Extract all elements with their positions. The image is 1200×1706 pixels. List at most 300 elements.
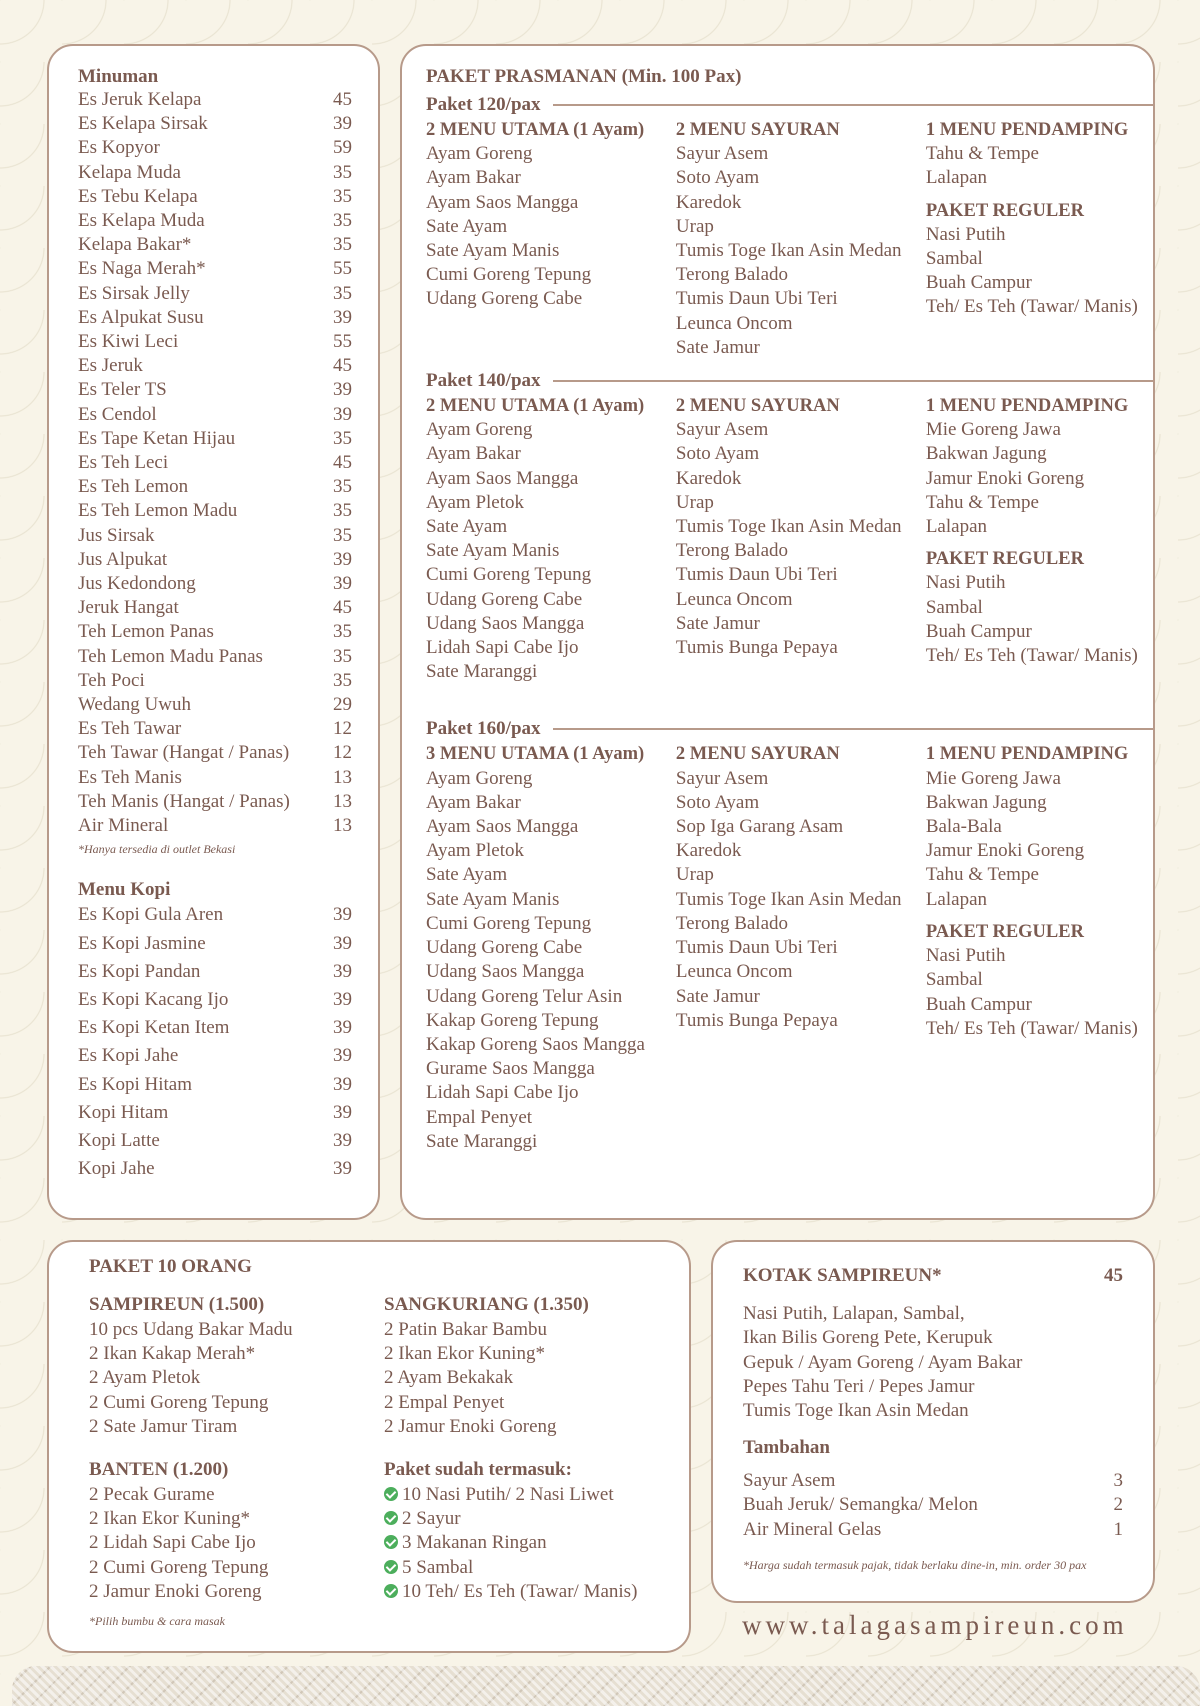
item-price: 35 — [333, 161, 352, 183]
dish: Udang Goreng Cabe — [426, 937, 583, 959]
menu-item — [78, 669, 352, 693]
item-price: 45 — [333, 597, 352, 619]
item-price: 35 — [333, 185, 352, 207]
dish: Lidah Sapi Cabe Ijo — [426, 1082, 579, 1104]
item-price: 35 — [333, 282, 352, 304]
menu-item — [78, 958, 352, 986]
dish: Udang Goreng Cabe — [426, 588, 583, 610]
dish: Tahu & Tempe — [925, 491, 1039, 513]
menu-item — [78, 354, 352, 378]
item-price: 39 — [333, 988, 352, 1010]
dish: Sate Maranggi — [426, 1130, 538, 1152]
dish: Sate Maranggi — [426, 661, 538, 683]
drinks-card — [47, 44, 380, 1220]
drinks-title: Minuman — [78, 66, 159, 87]
kotak-price: 45 — [1104, 1265, 1123, 1286]
menu-item — [78, 596, 352, 620]
paket-header — [426, 718, 1153, 740]
menu-item — [78, 901, 352, 929]
divider-line — [553, 380, 1153, 382]
prasmanan-card — [400, 44, 1155, 1220]
column-heading: PAKET REGULER — [925, 200, 1084, 221]
item-name: Buah Jeruk/ Semangka/ Melon — [743, 1494, 978, 1516]
item-name: Jus Alpukat — [78, 548, 168, 570]
dish: Sambal — [925, 969, 983, 991]
list-item: 2 Jamur Enoki Goreng — [89, 1580, 262, 1602]
kotak-title: KOTAK SAMPIREUN* — [743, 1265, 942, 1286]
dish: Cumi Goreng Tepung — [426, 912, 592, 934]
menu-item — [78, 88, 352, 112]
item-name: Wedang Uwuh — [78, 694, 191, 716]
included-item — [384, 1531, 679, 1555]
item-price: 39 — [333, 1158, 352, 1180]
dish: Ayam Pletok — [426, 491, 524, 513]
menu-item — [78, 620, 352, 644]
column-heading: 1 MENU PENDAMPING — [925, 120, 1129, 140]
spacer — [926, 539, 1153, 547]
item-price: 2 — [1113, 1494, 1123, 1516]
list-item: Ikan Bilis Goreng Pete, Kerupuk — [743, 1327, 993, 1349]
menu-pendamping-column — [926, 394, 1153, 684]
paket-columns — [426, 118, 1153, 360]
item-price: 1 — [1113, 1518, 1123, 1540]
item-name: Jus Kedondong — [78, 573, 196, 595]
menu-item — [78, 1071, 352, 1099]
dish: Cumi Goreng Tepung — [426, 564, 592, 586]
menu-item — [78, 930, 352, 958]
check-circle-icon — [384, 1487, 398, 1501]
dish: Sate Jamur — [675, 985, 760, 1007]
dish: Ayam Bakar — [426, 443, 521, 465]
item-name: Es Teh Manis — [78, 766, 182, 788]
kotak-note: *Harga sudah termasuk pajak, tidak berlaku dine-in, min. order 30 pax — [743, 1557, 1087, 1572]
dish: Nasi Putih — [925, 223, 1006, 245]
dish: Leunca Oncom — [675, 312, 793, 334]
dish: Tumis Daun Ubi Teri — [675, 288, 838, 310]
menu-item — [78, 112, 352, 136]
dish: Ayam Saos Mangga — [426, 467, 579, 489]
list-item: Gepuk / Ayam Goreng / Ayam Bakar — [743, 1351, 1023, 1373]
list-item: 2 Cumi Goreng Tepung — [89, 1556, 269, 1578]
list-item: 2 Ayam Bekakak — [384, 1367, 514, 1389]
kotak-card — [711, 1240, 1155, 1603]
item-name: Kopi Latte — [78, 1129, 160, 1151]
divider-line — [553, 104, 1153, 106]
dish: Sate Ayam — [426, 516, 508, 538]
dish: Mie Goreng Jawa — [925, 419, 1061, 441]
menu-item — [78, 185, 352, 209]
included-item-label: 10 Nasi Putih/ 2 Nasi Liwet — [402, 1484, 614, 1506]
dish: Urap — [675, 215, 714, 237]
check-circle-icon — [384, 1511, 398, 1525]
item-name: Es Tebu Kelapa — [78, 185, 198, 207]
dish: Empal Penyet — [426, 1106, 533, 1128]
included-item — [384, 1556, 679, 1580]
menu-item — [78, 1014, 352, 1042]
item-price: 39 — [333, 403, 352, 425]
column-heading: 1 MENU PENDAMPING — [925, 744, 1129, 765]
column-heading: 3 MENU UTAMA (1 Ayam) — [426, 744, 645, 765]
column-heading: 2 MENU SAYURAN — [675, 744, 840, 765]
list-item: 2 Empal Penyet — [384, 1391, 505, 1413]
item-name: Kopi Hitam — [78, 1101, 169, 1123]
dish: Tumis Daun Ubi Teri — [675, 564, 838, 586]
dish: Ayam Saos Mangga — [426, 191, 579, 213]
item-name: Teh Poci — [78, 669, 145, 691]
item-name: Es Tape Ketan Hijau — [78, 427, 236, 449]
dish: Sate Jamur — [675, 612, 760, 634]
kotak-contents — [743, 1302, 1123, 1423]
menu-item — [78, 306, 352, 330]
dish: Sambal — [925, 248, 983, 270]
item-price: 35 — [333, 524, 352, 546]
spacer — [926, 912, 1153, 920]
list-item: 2 Ikan Ekor Kuning* — [384, 1343, 545, 1365]
list-item: 2 Ikan Kakap Merah* — [89, 1343, 256, 1365]
item-name: Es Sirsak Jelly — [78, 282, 190, 304]
dish: Bala-Bala — [925, 816, 1002, 838]
menu-item — [78, 475, 352, 499]
spacer — [926, 191, 1153, 199]
coffee-list — [78, 901, 352, 1183]
item-name: Es Alpukat Susu — [78, 306, 204, 328]
menu-item — [78, 1127, 352, 1155]
item-price: 39 — [333, 1017, 352, 1039]
dish: Buah Campur — [925, 620, 1032, 642]
menu-item — [78, 427, 352, 451]
item-name: Es Naga Merah* — [78, 258, 206, 280]
paket-price-label: Paket 140/pax — [426, 370, 541, 392]
dish: Urap — [675, 864, 714, 886]
paket-header — [426, 370, 1153, 392]
menu-utama-column — [426, 394, 676, 684]
dish: Tumis Toge Ikan Asin Medan — [675, 888, 902, 910]
paket10-note: *Pilih bumbu & cara masak — [89, 1614, 225, 1629]
item-name: Es Kopi Hitam — [78, 1073, 192, 1095]
menu-utama-column — [426, 742, 676, 1153]
menu-item — [78, 717, 352, 741]
item-name: Kopi Jahe — [78, 1158, 155, 1180]
item-name: Es Kelapa Muda — [78, 210, 205, 232]
dish: Udang Saos Mangga — [426, 612, 585, 634]
dish: Ayam Saos Mangga — [426, 816, 579, 838]
dish: Leunca Oncom — [675, 961, 793, 983]
banten-list — [89, 1483, 384, 1604]
sampireun-title: SAMPIREUN (1.500) — [89, 1294, 265, 1315]
menu-item — [78, 330, 352, 354]
dish: Terong Balado — [675, 912, 789, 934]
prasmanan-packages — [426, 94, 1153, 1154]
dish: Sate Ayam Manis — [426, 888, 560, 910]
dish: Kakap Goreng Tepung — [426, 1009, 599, 1031]
dish: Karedok — [675, 467, 742, 489]
column-heading: 2 MENU SAYURAN — [675, 120, 840, 140]
item-price: 35 — [333, 621, 352, 643]
item-price: 55 — [333, 331, 352, 353]
sampireun-list — [89, 1318, 384, 1439]
check-circle-icon — [384, 1560, 398, 1574]
menu-item — [78, 136, 352, 160]
item-price: 59 — [333, 137, 352, 159]
paket10-title: PAKET 10 ORANG — [89, 1256, 252, 1277]
dish: Teh/ Es Teh (Tawar/ Manis) — [925, 1017, 1138, 1039]
item-name: Es Teh Tawar — [78, 718, 182, 740]
item-name: Es Teler TS — [78, 379, 167, 401]
menu-item — [78, 1042, 352, 1070]
dish: Udang Saos Mangga — [426, 961, 585, 983]
included-list — [384, 1483, 679, 1604]
dish: Ayam Goreng — [426, 767, 533, 789]
divider-line — [553, 728, 1153, 730]
item-name: Es Kopi Kacang Ijo — [78, 988, 229, 1010]
item-price: 39 — [333, 1073, 352, 1095]
menu-item — [78, 282, 352, 306]
tambahan-list — [743, 1469, 1123, 1542]
list-item: Nasi Putih, Lalapan, Sambal, — [743, 1303, 965, 1325]
dish: Cumi Goreng Tepung — [426, 264, 592, 286]
menu-item — [78, 499, 352, 523]
dish: Sambal — [925, 596, 983, 618]
item-price: 39 — [333, 1045, 352, 1067]
menu-utama-column — [426, 118, 676, 360]
menu-sayuran-column — [676, 394, 926, 684]
item-price: 35 — [333, 234, 352, 256]
item-price: 45 — [333, 452, 352, 474]
paket-header — [426, 94, 1153, 116]
item-name: Kelapa Muda — [78, 161, 181, 183]
dish: Urap — [675, 491, 714, 513]
list-item: 2 Pecak Gurame — [89, 1484, 215, 1506]
included-item-label: 3 Makanan Ringan — [402, 1532, 547, 1554]
menu-item — [743, 1469, 1123, 1493]
column-heading: 2 MENU UTAMA (1 Ayam) — [426, 120, 645, 140]
item-price: 39 — [333, 1101, 352, 1123]
menu-item — [78, 209, 352, 233]
list-item: Pepes Tahu Teri / Pepes Jamur — [743, 1375, 975, 1397]
item-price: 39 — [333, 1129, 352, 1151]
dish: Buah Campur — [925, 993, 1032, 1015]
drinks-note: *Hanya tersedia di outlet Bekasi — [78, 842, 236, 857]
paket-price-label: Paket 120/pax — [426, 94, 541, 115]
menu-item — [78, 766, 352, 790]
item-price: 35 — [333, 645, 352, 667]
item-name: Es Kopyor — [78, 137, 160, 159]
banten-title: BANTEN (1.200) — [89, 1459, 229, 1481]
item-price: 39 — [333, 379, 352, 401]
dish: Soto Ayam — [675, 791, 760, 813]
item-name: Es Teh Lemon Madu — [78, 500, 238, 522]
item-name: Es Kopi Pandan — [78, 960, 201, 982]
tambahan-title: Tambahan — [743, 1437, 830, 1459]
menu-item — [78, 1155, 352, 1183]
item-price: 35 — [333, 476, 352, 498]
item-price: 45 — [333, 89, 352, 110]
item-name: Es Kopi Jasmine — [78, 932, 206, 954]
dish: Karedok — [675, 191, 742, 213]
item-name: Jeruk Hangat — [78, 597, 179, 619]
dish: Tumis Bunga Pepaya — [675, 637, 838, 659]
dish: Ayam Bakar — [426, 167, 521, 189]
list-item: 2 Ikan Ekor Kuning* — [89, 1508, 250, 1530]
dish: Tumis Toge Ikan Asin Medan — [675, 240, 902, 262]
list-item: 2 Lidah Sapi Cabe Ijo — [89, 1532, 256, 1554]
item-price: 39 — [333, 548, 352, 570]
item-price: 35 — [333, 427, 352, 449]
included-item-label: 5 Sambal — [402, 1556, 474, 1578]
included-item — [384, 1483, 679, 1507]
list-item: 2 Sate Jamur Tiram — [89, 1415, 238, 1437]
sangkuriang-title: SANGKURIANG (1.350) — [384, 1294, 589, 1315]
item-name: Es Cendol — [78, 403, 157, 425]
menu-item — [78, 403, 352, 427]
dish: Sate Ayam — [426, 215, 508, 237]
menu-item — [78, 378, 352, 402]
dish: Tumis Daun Ubi Teri — [675, 937, 838, 959]
paket10-card — [47, 1240, 691, 1653]
paket-columns — [426, 742, 1153, 1153]
dish: Ayam Goreng — [426, 143, 533, 165]
item-name: Air Mineral — [78, 815, 169, 837]
menu-item — [78, 451, 352, 475]
dish: Sop Iga Garang Asam — [675, 816, 844, 838]
dish: Jamur Enoki Goreng — [925, 840, 1085, 862]
dish: Mie Goreng Jawa — [925, 767, 1061, 789]
item-name: Es Teh Lemon — [78, 476, 189, 498]
menu-sayuran-column — [676, 742, 926, 1153]
paket-columns — [426, 394, 1153, 684]
menu-pendamping-column — [926, 742, 1153, 1153]
included-item — [384, 1507, 679, 1531]
dish: Lalapan — [925, 167, 987, 189]
item-price: 39 — [333, 932, 352, 954]
dish: Bakwan Jagung — [925, 791, 1047, 813]
list-item: 2 Cumi Goreng Tepung — [89, 1391, 269, 1413]
dish: Gurame Saos Mangga — [426, 1058, 595, 1080]
woven-border-decoration — [12, 1666, 1200, 1706]
menu-item — [78, 814, 352, 838]
dish: Terong Balado — [675, 264, 789, 286]
dish: Jamur Enoki Goreng — [925, 467, 1085, 489]
dish: Bakwan Jagung — [925, 443, 1047, 465]
item-price: 13 — [333, 815, 352, 837]
paket-price-label: Paket 160/pax — [426, 718, 541, 740]
included-item-label: 10 Teh/ Es Teh (Tawar/ Manis) — [402, 1580, 638, 1602]
menu-item — [78, 572, 352, 596]
menu-item — [78, 233, 352, 257]
website-url[interactable]: www.talagasampireun.com — [742, 1610, 1128, 1640]
item-name: Air Mineral Gelas — [743, 1518, 882, 1540]
dish: Buah Campur — [925, 272, 1032, 294]
item-name: Es Kelapa Sirsak — [78, 113, 208, 135]
menu-item — [78, 741, 352, 765]
item-name: Es Kopi Ketan Item — [78, 1017, 230, 1039]
drinks-list — [78, 88, 352, 838]
dish: Teh/ Es Teh (Tawar/ Manis) — [925, 296, 1138, 318]
item-name: Es Kiwi Leci — [78, 331, 179, 353]
dish: Ayam Bakar — [426, 791, 521, 813]
item-name: Sayur Asem — [743, 1470, 836, 1492]
dish: Nasi Putih — [925, 945, 1006, 967]
item-price: 39 — [333, 904, 352, 926]
item-price: 39 — [333, 960, 352, 982]
dish: Sate Ayam Manis — [426, 240, 560, 262]
dish: Soto Ayam — [675, 443, 760, 465]
coffee-title: Menu Kopi — [78, 879, 171, 901]
item-price: 35 — [333, 500, 352, 522]
item-name: Es Jeruk — [78, 355, 143, 377]
item-price: 45 — [333, 355, 352, 377]
dish: Soto Ayam — [675, 167, 760, 189]
item-price: 35 — [333, 210, 352, 232]
list-item: 2 Jamur Enoki Goreng — [384, 1415, 557, 1437]
dish: Terong Balado — [675, 540, 789, 562]
item-name: Jus Sirsak — [78, 524, 155, 546]
menu-item — [78, 693, 352, 717]
dish: Karedok — [675, 840, 742, 862]
menu-item — [78, 524, 352, 548]
dish: Sayur Asem — [675, 767, 769, 789]
dish: Leunca Oncom — [675, 588, 793, 610]
menu-item — [78, 161, 352, 185]
prasmanan-title: PAKET PRASMANAN (Min. 100 Pax) — [426, 66, 742, 87]
dish: Sayur Asem — [675, 143, 769, 165]
dish: Lidah Sapi Cabe Ijo — [426, 637, 579, 659]
dish: Sayur Asem — [675, 419, 769, 441]
column-heading: 1 MENU PENDAMPING — [925, 396, 1129, 417]
item-price: 29 — [333, 694, 352, 716]
list-item: Tumis Toge Ikan Asin Medan — [743, 1400, 969, 1422]
column-heading: PAKET REGULER — [925, 921, 1084, 942]
dish: Lalapan — [925, 888, 987, 910]
check-circle-icon — [384, 1584, 398, 1598]
column-heading: 2 MENU UTAMA (1 Ayam) — [426, 396, 645, 417]
dish: Sate Ayam — [426, 864, 508, 886]
item-price: 3 — [1113, 1470, 1123, 1492]
menu-sayuran-column — [676, 118, 926, 360]
menu-item — [78, 790, 352, 814]
item-price: 13 — [333, 766, 352, 788]
list-item: 2 Ayam Pletok — [89, 1367, 201, 1389]
item-price: 12 — [333, 718, 352, 740]
item-name: Es Jeruk Kelapa — [78, 89, 202, 110]
column-heading: PAKET REGULER — [925, 549, 1084, 570]
dish: Udang Goreng Telur Asin — [426, 985, 623, 1007]
item-name: Kelapa Bakar* — [78, 234, 192, 256]
item-price: 12 — [333, 742, 352, 764]
dish: Tahu & Tempe — [925, 864, 1039, 886]
item-price: 39 — [333, 113, 352, 135]
menu-item — [78, 257, 352, 281]
item-price: 39 — [333, 306, 352, 328]
item-name: Es Kopi Jahe — [78, 1045, 179, 1067]
dish: Tumis Bunga Pepaya — [675, 1009, 838, 1031]
item-name: Es Teh Leci — [78, 452, 169, 474]
menu-item — [743, 1518, 1123, 1542]
dish: Sate Jamur — [675, 336, 760, 358]
menu-item — [78, 986, 352, 1014]
dish: Kakap Goreng Saos Mangga — [426, 1033, 645, 1055]
check-circle-icon — [384, 1535, 398, 1549]
dish: Teh/ Es Teh (Tawar/ Manis) — [925, 645, 1138, 667]
item-name: Teh Lemon Panas — [78, 621, 214, 643]
list-item: 10 pcs Udang Bakar Madu — [89, 1319, 293, 1340]
item-price: 35 — [333, 669, 352, 691]
item-name: Teh Tawar (Hangat / Panas) — [78, 742, 290, 764]
dish: Lalapan — [925, 516, 987, 538]
dish: Nasi Putih — [925, 572, 1006, 594]
menu-item — [743, 1493, 1123, 1517]
dish: Sate Ayam Manis — [426, 540, 560, 562]
